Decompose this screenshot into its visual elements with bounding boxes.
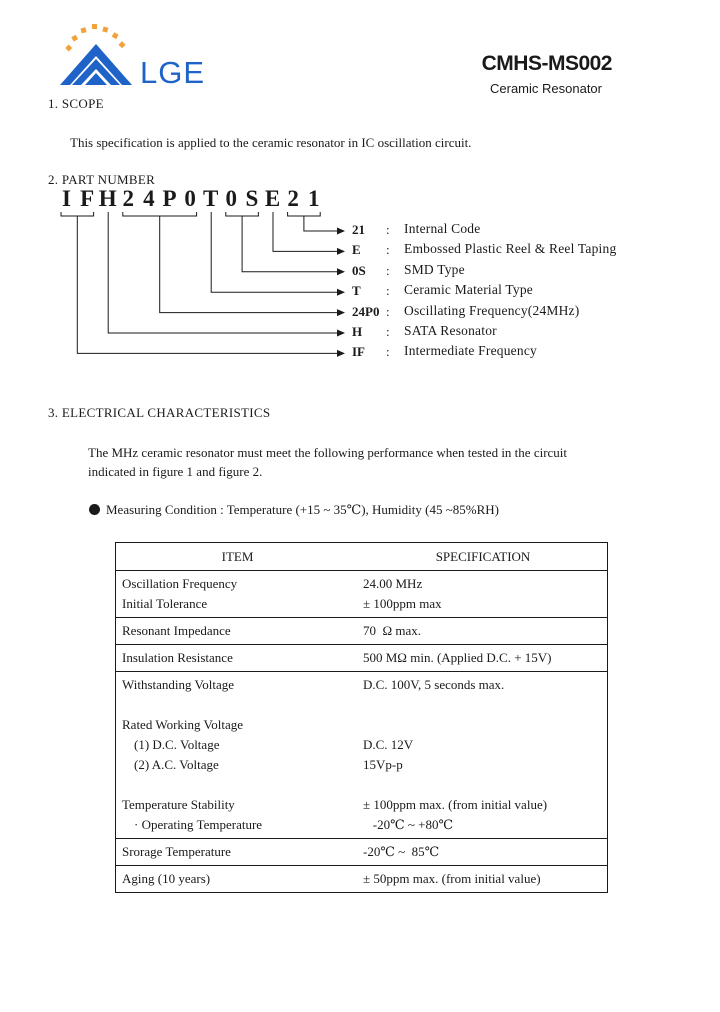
spec-text: -20℃ ~ +80℃ — [363, 817, 454, 832]
item-text: (2) A.C. Voltage — [134, 757, 219, 772]
part-number-char: 2 — [287, 186, 300, 211]
part-number-char: 4 — [143, 186, 156, 211]
item-text: (1) D.C. Voltage — [134, 737, 220, 752]
part-code: IF — [352, 344, 365, 360]
item-text: Initial Tolerance — [122, 596, 208, 611]
part-number-char: E — [264, 186, 282, 211]
item-text — [122, 695, 359, 715]
leader-line — [160, 216, 338, 313]
part-number-heading: 2. PART NUMBER — [48, 172, 156, 187]
part-number-char: S — [245, 186, 260, 211]
item-cell — [116, 571, 360, 618]
leader-bracket — [61, 212, 94, 216]
spec-text: ± 100ppm max. (from initial value) — [363, 797, 548, 812]
spec-text — [363, 715, 607, 735]
part-number-char: H — [98, 186, 118, 211]
item-cell — [116, 866, 360, 893]
part-colon: : — [386, 283, 390, 299]
lge-logo-graphic — [58, 22, 238, 88]
leader-line — [242, 216, 338, 272]
part-colon: : — [386, 303, 390, 319]
part-colon: : — [386, 262, 390, 278]
part-description: Oscillating Frequency(24MHz) — [404, 302, 580, 318]
part-number-char: 2 — [122, 186, 136, 211]
table-row — [116, 645, 608, 672]
table-header-row — [116, 543, 608, 571]
spec-table — [115, 542, 608, 893]
part-number-char: T — [203, 186, 220, 211]
part-number-char: P — [162, 186, 178, 211]
table-row — [116, 839, 608, 866]
arrow-icon — [337, 268, 345, 275]
part-number-char: F — [80, 186, 96, 211]
electrical-intro-line2: indicated in figure 1 and figure 2. — [88, 464, 263, 479]
item-text: Srorage Temperature — [122, 844, 231, 859]
leader-line — [273, 212, 338, 251]
item-cell — [116, 672, 360, 839]
leader-bracket — [226, 212, 259, 216]
part-description: Ceramic Material Type — [404, 282, 533, 298]
table-row — [116, 571, 608, 618]
part-colon: : — [386, 324, 390, 339]
mountain-chevrons-icon — [60, 44, 132, 85]
part-code: H — [352, 324, 363, 339]
leader-line — [211, 212, 338, 292]
electrical-intro-line1: The MHz ceramic resonator must meet the following performance when tested in the circuit — [88, 445, 568, 460]
scope-text: This specification is applied to the ceramic resonator in IC oscillation circuit. — [70, 135, 472, 150]
part-description: SATA Resonator — [404, 323, 497, 338]
part-description: Intermediate Frequency — [404, 343, 537, 359]
document-subtitle: Ceramic Resonator — [490, 81, 602, 96]
spec-text: 70 Ω max. — [363, 623, 422, 638]
table-row — [116, 866, 608, 893]
part-number-arrows — [337, 228, 345, 357]
leader-line — [304, 216, 338, 231]
item-text — [122, 775, 359, 795]
item-text: Oscillation Frequency — [122, 576, 238, 591]
part-code: T — [352, 283, 361, 299]
scope-heading: 1. SCOPE — [48, 96, 104, 111]
arrow-icon — [337, 289, 345, 296]
part-number-characters — [62, 186, 320, 211]
part-number-char: I — [62, 186, 72, 211]
item-text: Withstanding Voltage — [122, 677, 235, 692]
header-specification: SPECIFICATION — [359, 543, 608, 571]
spec-cell — [359, 645, 608, 672]
part-code: 0S — [352, 262, 366, 278]
spec-text — [363, 695, 607, 715]
arrow-icon — [337, 309, 345, 316]
part-code: 21 — [352, 222, 365, 237]
spec-text: ± 50ppm max. (from initial value) — [363, 871, 541, 886]
part-description: Embossed Plastic Reel & Reel Taping — [404, 241, 617, 257]
leader-bracket — [123, 212, 197, 216]
item-text: Insulation Resistance — [122, 650, 233, 665]
header-item: ITEM — [116, 543, 360, 571]
part-number-leader-lines — [61, 212, 338, 353]
spec-cell — [359, 571, 608, 618]
part-colon: : — [386, 344, 390, 360]
spec-cell — [359, 839, 608, 866]
spec-cell — [359, 866, 608, 893]
electrical-heading: 3. ELECTRICAL CHARACTERISTICS — [48, 405, 271, 420]
part-code: E — [352, 242, 361, 258]
spec-text: ± 100ppm max — [363, 596, 442, 611]
part-number-char: 0 — [184, 186, 197, 211]
item-text: · Operating Temperature — [134, 817, 263, 832]
bullet-icon — [89, 504, 100, 515]
part-code: 24P0 — [352, 303, 380, 319]
arrow-icon — [337, 228, 345, 235]
part-colon: : — [386, 242, 390, 258]
item-text: Resonant Impedance — [122, 623, 231, 638]
item-text: Aging (10 years) — [122, 871, 211, 886]
part-number-char: 0 — [225, 186, 239, 211]
spec-text: 500 MΩ min. (Applied D.C. + 15V) — [363, 650, 552, 665]
part-number-char: 1 — [307, 186, 321, 211]
item-cell — [116, 618, 360, 645]
spec-text: 24.00 MHz — [363, 576, 423, 591]
spec-cell — [359, 672, 608, 839]
arrow-icon — [337, 350, 345, 357]
item-text: Temperature Stability — [122, 797, 235, 812]
table-row — [116, 618, 608, 645]
part-description: SMD Type — [404, 261, 465, 277]
measuring-condition: Measuring Condition : Temperature (+15 ~ 35℃), Humidity (45 ~85%RH) — [106, 502, 499, 517]
item-cell — [116, 839, 360, 866]
spec-text — [363, 775, 607, 795]
document-code: CMHS-MS002 — [481, 52, 612, 75]
logo-text: LGE — [140, 55, 206, 88]
item-text: Rated Working Voltage — [122, 717, 243, 732]
spec-text: D.C. 12V — [363, 737, 414, 752]
part-colon: : — [386, 222, 390, 237]
part-description: Internal Code — [404, 221, 481, 236]
lge-logo — [58, 22, 238, 93]
arrow-icon — [337, 248, 345, 255]
spec-text: -20℃ ~ 85℃ — [363, 844, 440, 859]
spec-text: D.C. 100V, 5 seconds max. — [363, 677, 505, 692]
arrow-icon — [337, 330, 345, 337]
leader-bracket — [288, 212, 321, 216]
spec-text: 15Vp-p — [363, 757, 403, 772]
table-row — [116, 672, 608, 839]
item-cell — [116, 645, 360, 672]
spec-cell — [359, 618, 608, 645]
